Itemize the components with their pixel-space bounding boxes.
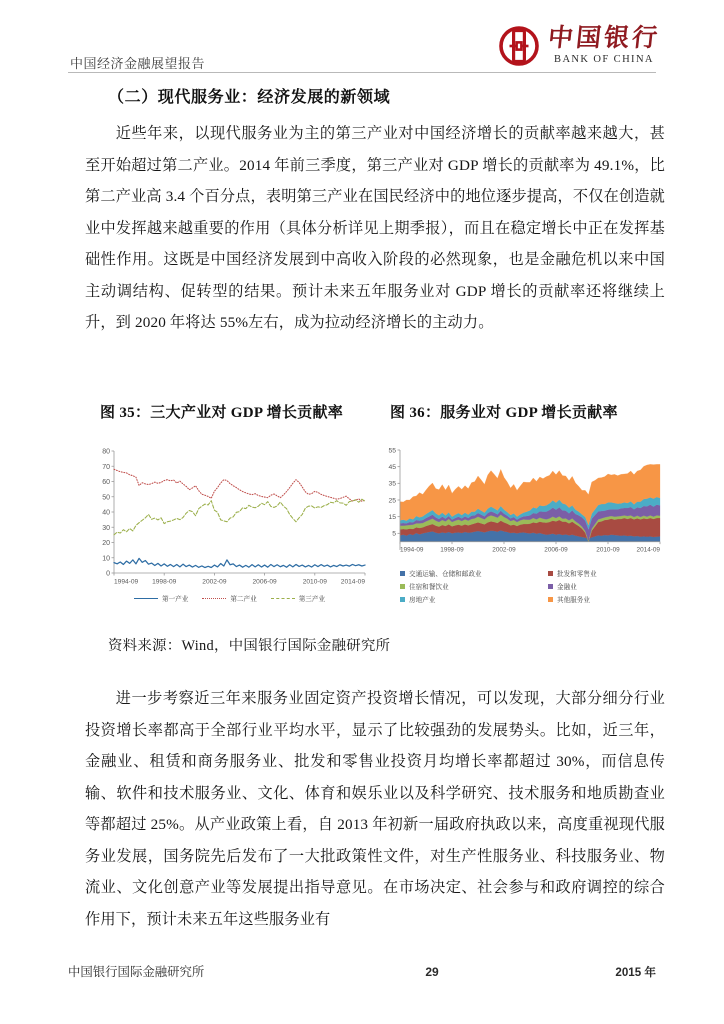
- legend-label: 第一产业: [161, 596, 189, 603]
- figure-36-chart: [378, 443, 666, 615]
- legend-item: [400, 594, 548, 604]
- svg-text:25: 25: [388, 497, 396, 505]
- legend-color-swatch: [400, 584, 405, 589]
- boc-wordmark: [548, 26, 660, 66]
- body-paragraph-1: [85, 118, 665, 339]
- svg-text:2010-09: 2010-09: [302, 578, 327, 586]
- svg-text:70: 70: [102, 463, 110, 471]
- svg-text:60: 60: [102, 479, 110, 487]
- svg-text:20: 20: [102, 540, 110, 548]
- boc-name-english: BANK OF CHINA: [554, 54, 654, 66]
- figure-35-plot: [88, 443, 371, 593]
- legend-item: [400, 568, 548, 578]
- figure-36-legend: [378, 568, 666, 604]
- legend-label: 房地产业: [409, 597, 436, 604]
- legend-line-swatch: [271, 598, 295, 599]
- svg-text:5: 5: [392, 530, 396, 538]
- svg-text:1994-09: 1994-09: [400, 546, 424, 554]
- svg-text:15: 15: [388, 514, 396, 522]
- svg-text:55: 55: [388, 447, 396, 455]
- running-title: 中国经济金融展望报告: [70, 56, 206, 71]
- legend-color-swatch: [548, 584, 553, 589]
- legend-label: 批发和零售业: [557, 571, 597, 578]
- paragraph-2-text: 进一步考察近三年来服务业固定资产投资增长情况，可以发现，大部分细分行业投资增长率都高于全部行业平均水平，显示了比较强劲的发展势头。比如，近三年，金融业、租赁和商务服务业、批发和零售业投资月均增长率都超过 30%，而信息传输、软件和技术服务业、文化、体育和娱乐业以及科学研究、技术服务和地质勘查业等都超过 25%。从产业政策上看，自 2013 年初新一届政府执政以来，高度重视现代服务业发展，国务院先后发布了一大批政策性文件，对生产性服务业、科技服务业、物流业、文化创意产业等发展提出指导意见。在市场决定、社会参与和政府调控的综合作用下，预计未来五年这些服务业有: [85, 690, 665, 928]
- footer-page-number: 29: [425, 965, 439, 979]
- legend-color-swatch: [548, 571, 553, 576]
- legend-label: 交通运输、仓储和邮政业: [409, 571, 482, 578]
- figure-36-title: 图 36：服务业对 GDP 增长贡献率: [390, 405, 618, 421]
- section-heading: （二）现代服务业：经济发展的新领域: [108, 89, 391, 106]
- boc-emblem-icon: [499, 26, 539, 66]
- footer-institute: 中国银行国际金融研究所: [68, 965, 205, 979]
- legend-label: 第三产业: [298, 596, 326, 603]
- svg-text:2014-09: 2014-09: [636, 546, 660, 554]
- legend-item: [548, 568, 658, 578]
- legend-color-swatch: [400, 597, 405, 602]
- svg-text:2006-09: 2006-09: [544, 546, 568, 554]
- page-footer: [68, 962, 656, 980]
- svg-text:50: 50: [102, 494, 110, 502]
- legend-line-swatch: [202, 598, 226, 599]
- svg-text:2010-09: 2010-09: [596, 546, 620, 554]
- svg-text:0: 0: [106, 570, 110, 578]
- figure-35-legend: [88, 593, 371, 603]
- legend-item: [400, 581, 548, 591]
- legend-color-swatch: [548, 597, 553, 602]
- body-paragraph-2: [85, 683, 665, 935]
- legend-color-swatch: [400, 571, 405, 576]
- svg-text:2002-09: 2002-09: [202, 578, 227, 586]
- legend-item: [548, 594, 658, 604]
- legend-item: [202, 593, 256, 603]
- svg-text:1998-09: 1998-09: [152, 578, 177, 586]
- source-note: 资料来源：Wind，中国银行国际金融研究所: [108, 638, 391, 654]
- header-divider: [68, 72, 656, 73]
- figure-35-chart: [88, 443, 371, 615]
- figure-titles-row: [100, 401, 670, 422]
- paragraph-1-text: 近些年来，以现代服务业为主的第三产业对中国经济增长的贡献率越来越大，甚至开始超过第二产业。2014 年前三季度，第三产业对 GDP 增长的贡献率为 49.1%，比第二产业高 3.4 个百分点，表明第三产业在国民经济中的地位逐步提高，不仅在创造就业中发挥越来越重要的作用（具体分析详见上期季报），而且在稳定增长中正在发挥基础性作用。这既是中国经济发展到中高收入阶段的必然现象，也是金融危机以来中国主动调结构、促转型的结果。预计未来五年服务业对 GDP 增长的贡献率还将继续上升，到 2020 年将达 55%左右，成为拉动经济增长的主动力。: [85, 125, 665, 331]
- legend-label: 其他服务业: [557, 597, 590, 604]
- bank-of-china-logo: [499, 22, 660, 70]
- svg-text:35: 35: [388, 480, 396, 488]
- boc-name-chinese: 中国银行: [546, 25, 662, 53]
- svg-text:30: 30: [102, 524, 110, 532]
- legend-label: 第二产业: [230, 596, 257, 603]
- figure-35-title: 图 35：三大产业对 GDP 增长贡献率: [100, 405, 344, 421]
- figure-36-plot: [378, 443, 666, 568]
- svg-text:10: 10: [102, 555, 110, 563]
- legend-item: [271, 593, 325, 603]
- svg-text:80: 80: [102, 448, 110, 456]
- legend-line-swatch: [134, 598, 158, 599]
- legend-label: 金融业: [557, 584, 577, 591]
- svg-text:2014-09: 2014-09: [340, 578, 365, 586]
- svg-text:45: 45: [388, 464, 396, 472]
- svg-text:2002-09: 2002-09: [492, 546, 516, 554]
- legend-item: [134, 593, 188, 603]
- svg-text:2006-09: 2006-09: [252, 578, 277, 586]
- footer-year: 2015 年: [615, 966, 656, 979]
- legend-label: 住宿和餐饮业: [409, 584, 449, 591]
- svg-text:1994-09: 1994-09: [114, 578, 139, 586]
- legend-item: [548, 581, 658, 591]
- svg-text:40: 40: [102, 509, 110, 517]
- page-header: [0, 0, 724, 82]
- svg-text:1998-09: 1998-09: [440, 546, 464, 554]
